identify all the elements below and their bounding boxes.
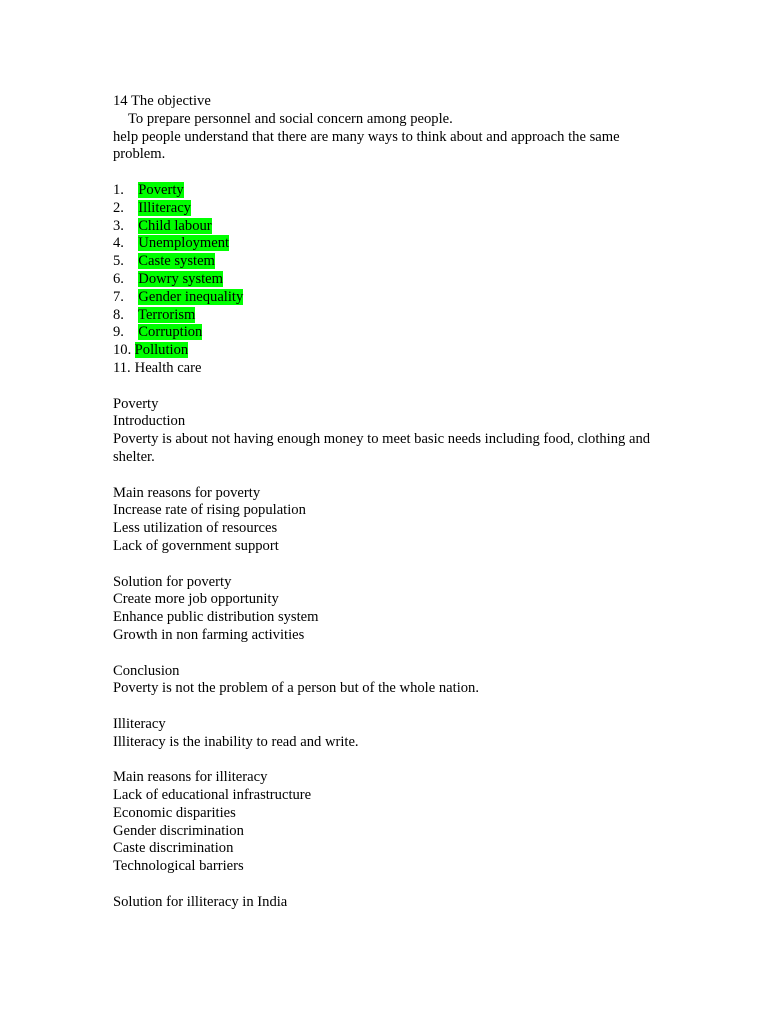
illiteracy-title: Illiteracy	[113, 715, 166, 732]
topic-item	[113, 342, 673, 360]
objective-line-2: help people understand that there are many ways to think about and approach the same problem.	[113, 128, 624, 163]
list-item: Lack of government support	[113, 537, 279, 554]
topic-item	[113, 218, 673, 236]
poverty-solutions-heading: Solution for poverty	[113, 573, 232, 590]
topic-number: 3.	[113, 217, 124, 234]
list-item: Lack of educational infrastructure	[113, 787, 312, 804]
poverty-reasons-heading: Main reasons for poverty	[113, 484, 261, 501]
topic-label: Poverty	[138, 181, 184, 198]
illiteracy-reasons-heading: Main reasons for illiteracy	[113, 769, 268, 786]
topic-item	[113, 289, 673, 307]
topic-number: 10.	[113, 342, 132, 359]
spacer	[113, 751, 673, 769]
topic-label: Health care	[134, 359, 202, 376]
topic-number: 5.	[113, 253, 124, 270]
poverty-intro-text: Poverty is about not having enough money to meet basic needs including food, clothing and shelter.	[113, 431, 654, 465]
spacer	[113, 645, 673, 663]
list-item: Economic disparities	[113, 804, 236, 821]
topic-item	[113, 307, 673, 325]
topic-number: 7.	[113, 288, 124, 305]
spacer	[113, 467, 673, 485]
list-item: Increase rate of rising population	[113, 502, 306, 519]
topic-number: 1.	[113, 181, 124, 198]
topic-item	[113, 200, 673, 218]
topic-item	[113, 324, 673, 342]
topic-label: Child labour	[138, 217, 212, 234]
objective-heading: 14 The objective	[113, 93, 211, 109]
topic-label: Pollution	[134, 342, 189, 359]
spacer	[113, 164, 673, 182]
topic-number: 8.	[113, 306, 124, 323]
list-item: Growth in non farming activities	[113, 626, 305, 643]
list-item: Less utilization of resources	[113, 520, 278, 537]
topic-number: 11.	[113, 359, 131, 376]
list-item: Gender discrimination	[113, 822, 244, 839]
list-item: Enhance public distribution system	[113, 609, 319, 626]
topic-item	[113, 271, 673, 289]
spacer	[113, 556, 673, 574]
topic-label: Dowry system	[138, 270, 224, 287]
poverty-conclusion-heading: Conclusion	[113, 662, 180, 679]
topic-label: Illiteracy	[138, 199, 191, 216]
topic-list	[113, 182, 673, 378]
illiteracy-definition: Illiteracy is the inability to read and write.	[113, 733, 359, 750]
topic-label: Caste system	[138, 253, 215, 270]
topic-item	[113, 182, 673, 200]
list-item: Technological barriers	[113, 858, 244, 875]
spacer	[113, 378, 673, 396]
topic-number: 9.	[113, 324, 124, 341]
poverty-title: Poverty	[113, 395, 159, 412]
poverty-conclusion-text: Poverty is not the problem of a person but of the whole nation.	[113, 680, 479, 697]
spacer	[113, 876, 673, 894]
topic-label: Corruption	[138, 324, 203, 341]
topic-item	[113, 253, 673, 271]
topic-number: 6.	[113, 270, 124, 287]
topic-label: Gender inequality	[138, 288, 244, 305]
poverty-intro-heading: Introduction	[113, 413, 186, 430]
illiteracy-solutions-heading: Solution for illiteracy in India	[113, 893, 288, 910]
topic-item	[113, 235, 673, 253]
objective-line-1: To prepare personnel and social concern among people.	[128, 110, 453, 127]
topic-label: Unemployment	[138, 235, 230, 252]
document-content	[113, 93, 673, 912]
list-item: Caste discrimination	[113, 840, 234, 857]
topic-item	[113, 360, 673, 378]
list-item: Create more job opportunity	[113, 591, 279, 608]
topic-number: 4.	[113, 235, 124, 252]
topic-label: Terrorism	[138, 306, 196, 323]
topic-number: 2.	[113, 199, 124, 216]
spacer	[113, 698, 673, 716]
